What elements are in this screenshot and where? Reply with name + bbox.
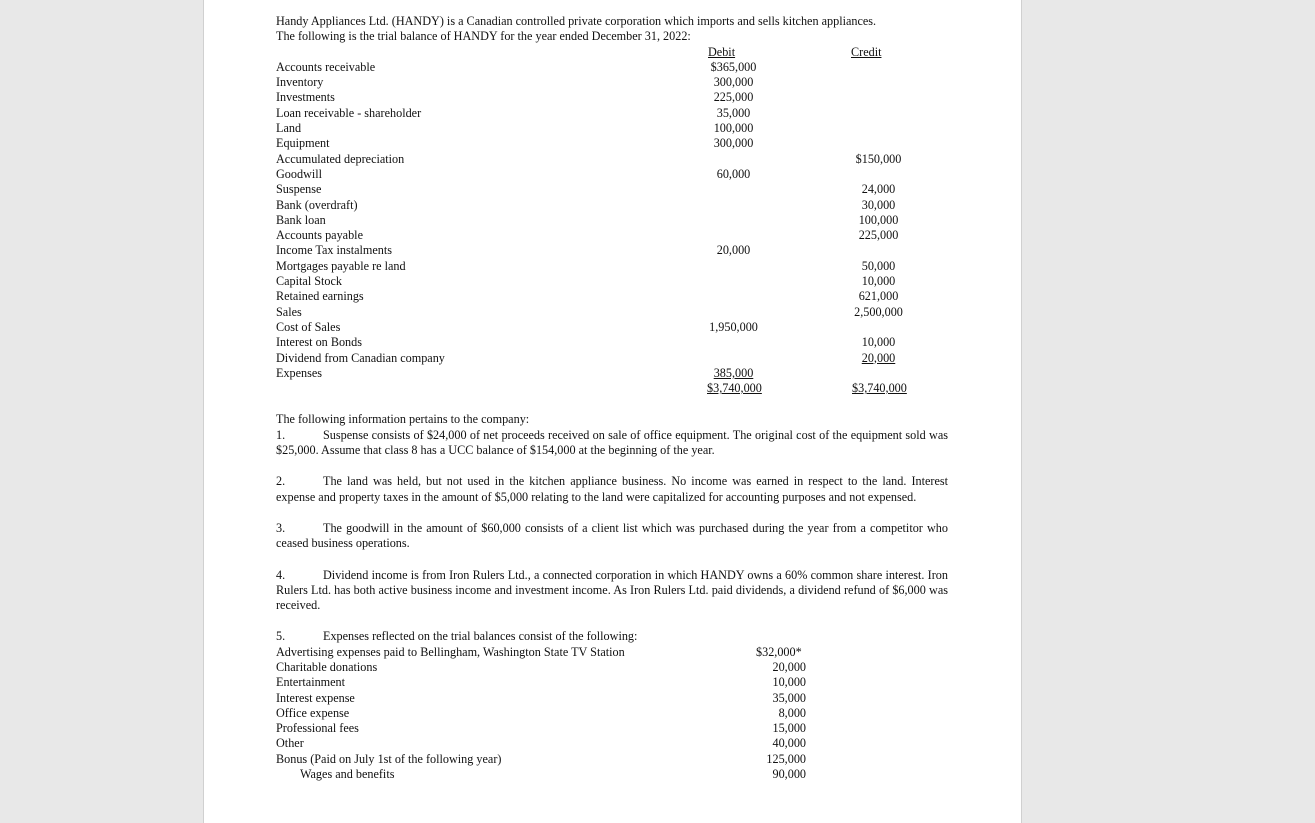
row-debit: 20,000 <box>716 243 751 258</box>
table-row <box>276 213 948 228</box>
table-row <box>276 228 948 243</box>
row-label: Capital Stock <box>276 274 343 289</box>
debit-header: Debit <box>708 44 736 59</box>
row-label: Investments <box>276 90 335 105</box>
row-credit: 2,500,000 <box>854 304 903 319</box>
document-content <box>276 14 948 782</box>
table-row <box>276 243 948 258</box>
item-number: 2. <box>276 474 286 489</box>
credit-header: Credit <box>851 44 882 59</box>
table-row <box>276 136 948 151</box>
row-label: Expenses <box>276 365 323 380</box>
row-label: Retained earnings <box>276 289 364 304</box>
row-credit: 100,000 <box>858 212 899 227</box>
list-item <box>276 752 948 767</box>
row-label: Accumulated depreciation <box>276 151 405 166</box>
list-item <box>276 660 948 675</box>
item-text: Expenses reflected on the trial balances consist of the following: <box>323 629 638 644</box>
expense-label: Wages and benefits <box>300 767 395 782</box>
table-row <box>276 320 948 335</box>
list-item <box>276 721 948 736</box>
info-item-4 <box>276 568 948 614</box>
row-debit: 60,000 <box>716 166 751 181</box>
row-label: Loan receivable - shareholder <box>276 105 422 120</box>
expense-amount: 90,000 <box>772 767 806 782</box>
list-item <box>276 645 948 660</box>
information-section <box>276 412 948 782</box>
row-credit: 10,000 <box>861 274 896 289</box>
table-row <box>276 60 948 75</box>
list-item <box>276 691 948 706</box>
list-item <box>276 675 948 690</box>
list-item <box>276 706 948 721</box>
list-item <box>276 767 948 782</box>
item-number: 1. <box>276 427 286 442</box>
row-label: Cost of Sales <box>276 319 341 334</box>
table-row <box>276 90 948 105</box>
info-item-3 <box>276 521 948 552</box>
expense-amount: 125,000 <box>766 751 806 766</box>
row-label: Suspense <box>276 182 322 197</box>
row-debit: $365,000 <box>710 59 757 74</box>
intro-line-2: The following is the trial balance of HANDY for the year ended December 31, 2022: <box>276 29 691 44</box>
table-row <box>276 259 948 274</box>
spacer <box>276 552 948 568</box>
table-row <box>276 274 948 289</box>
row-label: Interest on Bonds <box>276 335 362 350</box>
row-label: Income Tax instalments <box>276 243 393 258</box>
expense-label: Interest expense <box>276 690 355 705</box>
row-debit: 100,000 <box>713 121 754 136</box>
document-page <box>203 0 1022 823</box>
expense-amount: $32,000* <box>756 644 802 659</box>
row-debit: 225,000 <box>713 90 754 105</box>
row-label: Goodwill <box>276 166 323 181</box>
row-debit: 385,000 <box>713 365 754 380</box>
row-credit: 621,000 <box>858 289 899 304</box>
row-label: Dividend from Canadian company <box>276 350 445 365</box>
expense-amount: 35,000 <box>772 690 806 705</box>
expense-amount: 8,000 <box>778 705 806 720</box>
expense-amount: 40,000 <box>772 736 806 751</box>
row-credit: 10,000 <box>861 335 896 350</box>
row-debit: 35,000 <box>716 105 751 120</box>
row-label: Accounts payable <box>276 228 363 243</box>
row-debit: 300,000 <box>713 136 754 151</box>
row-credit: 20,000 <box>861 350 896 365</box>
row-label: Mortgages payable re land <box>276 258 406 273</box>
table-row <box>276 289 948 304</box>
item-number: 4. <box>276 567 286 582</box>
table-row <box>276 305 948 320</box>
item-text: The land was held, but not used in the kitchen appliance business. No income was earned in respect to the land. Interest expense and property taxes in the amount of $5,000 relating to the land were capitalized for accounting purposes and not expensed. <box>276 474 948 504</box>
info-item-1 <box>276 428 948 459</box>
totals-row <box>276 381 948 396</box>
list-item <box>276 736 948 751</box>
table-row <box>276 366 948 381</box>
expense-amount: 15,000 <box>772 721 806 736</box>
expense-label: Bonus (Paid on July 1st of the following year) <box>276 751 502 766</box>
table-row <box>276 152 948 167</box>
table-row <box>276 351 948 366</box>
expenses-list <box>276 645 948 783</box>
item-text: The goodwill in the amount of $60,000 consists of a client list which was purchased during the year from a competitor who ceased business operations. <box>276 520 948 551</box>
row-label: Equipment <box>276 136 330 151</box>
item-text: Suspense consists of $24,000 of net proceeds received on sale of office equipment. The original cost of the equipment sold was $25,000. Assume that class 8 has a UCC balance of $154,000 at the beginning of the year. <box>276 427 948 458</box>
trial-balance-header <box>276 45 948 60</box>
total-credit: $3,740,000 <box>852 381 907 396</box>
item-number: 3. <box>276 520 286 535</box>
row-credit: $150,000 <box>855 151 902 166</box>
table-row <box>276 198 948 213</box>
spacer <box>276 458 948 474</box>
spacer <box>276 505 948 521</box>
table-row <box>276 167 948 182</box>
row-label: Bank (overdraft) <box>276 197 358 212</box>
row-credit: 50,000 <box>861 258 896 273</box>
table-row <box>276 335 948 350</box>
table-row <box>276 106 948 121</box>
expense-label: Other <box>276 736 304 751</box>
row-credit: 225,000 <box>858 228 899 243</box>
intro-line-1: Handy Appliances Ltd. (HANDY) is a Canadian controlled private corporation which imports and sells kitchen appliances. <box>276 14 877 28</box>
expense-amount: 10,000 <box>772 675 806 690</box>
row-label: Inventory <box>276 75 324 90</box>
table-row <box>276 75 948 90</box>
trial-balance-table <box>276 45 948 397</box>
row-debit: 300,000 <box>713 75 754 90</box>
expense-label: Professional fees <box>276 721 359 736</box>
row-debit: 1,950,000 <box>709 319 758 334</box>
info-item-2 <box>276 474 948 505</box>
row-credit: 30,000 <box>861 197 896 212</box>
expense-label: Advertising expenses paid to Bellingham, Washington State TV Station <box>276 644 625 659</box>
spacer <box>276 613 948 629</box>
item-number: 5. <box>276 629 286 644</box>
row-label: Land <box>276 121 302 136</box>
expense-label: Office expense <box>276 705 350 720</box>
table-row <box>276 121 948 136</box>
row-label: Sales <box>276 304 302 319</box>
expense-label: Charitable donations <box>276 659 378 674</box>
intro-paragraph <box>276 14 948 45</box>
row-label: Bank loan <box>276 212 326 227</box>
total-debit: $3,740,000 <box>707 381 762 396</box>
table-row <box>276 182 948 197</box>
row-label: Accounts receivable <box>276 59 376 74</box>
information-heading: The following information pertains to the company: <box>276 412 530 427</box>
row-credit: 24,000 <box>861 182 896 197</box>
expense-amount: 20,000 <box>772 659 806 674</box>
expense-label: Entertainment <box>276 675 346 690</box>
info-item-5-heading <box>276 629 948 644</box>
item-text: Dividend income is from Iron Rulers Ltd., a connected corporation in which HANDY owns a 60% common share interest. Iron Rulers Ltd. has both active business income and investment income. As Iron Rulers Ltd. paid dividends, a dividend refund of $6,000 was received. <box>276 567 948 613</box>
